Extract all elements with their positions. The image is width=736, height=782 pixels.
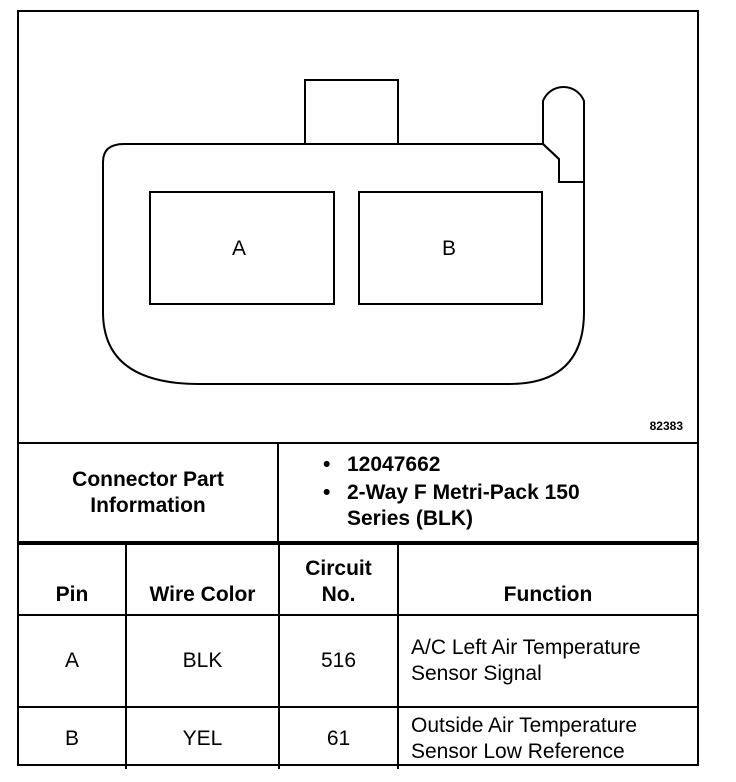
- part-info-label: Connector Part Information: [72, 467, 224, 517]
- part-info-row: [19, 442, 697, 543]
- header-wire-color: Wire Color: [126, 544, 279, 615]
- bullet-icon: •: [323, 453, 331, 476]
- table-header-row: [19, 544, 697, 615]
- connector-type: 2-Way F Metri-Pack 150 Series (BLK): [347, 481, 580, 530]
- table-row: [19, 707, 697, 769]
- table-row: [19, 615, 697, 707]
- header-pin: Pin: [19, 544, 126, 615]
- cell-wire-color: YEL: [126, 707, 279, 769]
- part-number-item: [279, 452, 697, 478]
- header-function: Function: [398, 544, 697, 615]
- connector-diagram: [19, 12, 697, 442]
- cell-function: Outside Air Temperature Sensor Low Reference: [398, 707, 697, 769]
- cavity-a-label: A: [231, 237, 247, 260]
- cell-circuit: 516: [279, 615, 398, 707]
- cell-circuit: 61: [279, 707, 398, 769]
- latch-arm: [543, 87, 584, 182]
- header-circuit: Circuit No.: [279, 544, 398, 615]
- bullet-icon: •: [323, 481, 331, 504]
- cell-function: A/C Left Air Temperature Sensor Signal: [398, 615, 697, 707]
- cell-pin: B: [19, 707, 126, 769]
- connector-sheet: [17, 10, 699, 766]
- part-number: 12047662: [347, 453, 441, 476]
- part-info-items: [279, 444, 697, 549]
- connector-body: [103, 144, 584, 384]
- connector-drawing: [19, 12, 697, 442]
- cell-wire-color: BLK: [126, 615, 279, 707]
- cavity-b-label: B: [441, 237, 457, 260]
- figure-id: 82383: [649, 419, 683, 433]
- connector-type-item: [279, 480, 697, 532]
- cell-pin: A: [19, 615, 126, 707]
- pinout-table: [19, 543, 697, 769]
- locking-tab: [305, 80, 398, 144]
- part-info-label-cell: [19, 444, 279, 541]
